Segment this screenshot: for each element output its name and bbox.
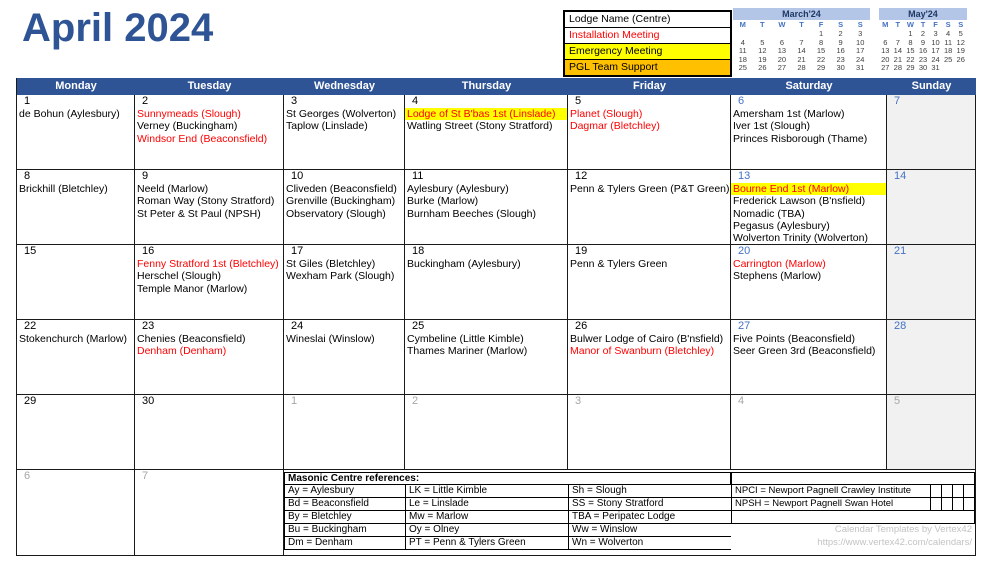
- mini-day: 17: [931, 46, 940, 55]
- reference-cell-text: [732, 511, 974, 523]
- day-number: 9: [142, 170, 149, 182]
- day-cell[interactable]: [405, 395, 568, 470]
- event-entry: Aylesbury (Aylesbury): [407, 183, 509, 195]
- event-entry: Planet (Slough): [570, 108, 643, 120]
- day-cell[interactable]: [135, 320, 284, 395]
- day-number: 12: [575, 170, 588, 182]
- reference-cell: Mw = Marlow: [405, 511, 568, 524]
- mini-day: 25: [943, 54, 953, 64]
- mini-day: 24: [856, 54, 865, 64]
- day-cell[interactable]: [731, 320, 887, 395]
- day-cell[interactable]: [568, 320, 731, 395]
- mini-day: 1: [818, 29, 824, 38]
- day-number: 3: [575, 395, 582, 407]
- event-entry: Burnham Beeches (Slough): [407, 207, 536, 220]
- day-cell[interactable]: [731, 170, 887, 245]
- mini-day: 23: [918, 54, 928, 64]
- mini-day: 28: [797, 63, 806, 72]
- event-entry: Denham (Denham): [137, 345, 227, 358]
- event-entry: St Giles (Bletchley): [286, 258, 376, 270]
- mini-day-header: F: [933, 20, 938, 29]
- day-cell[interactable]: [135, 470, 284, 556]
- reference-cell-text: NPCI = Newport Pagnell Crawley Institute: [735, 485, 912, 496]
- mini-day: 23: [836, 54, 845, 64]
- day-cell[interactable]: [284, 170, 405, 245]
- mini-day: 30: [918, 63, 928, 72]
- event-entry: Herschel (Slough): [137, 270, 222, 283]
- day-cell[interactable]: [135, 95, 284, 170]
- mini-day-header: S: [958, 20, 964, 29]
- mini-day: 5: [958, 29, 963, 38]
- mini-day-header: S: [857, 20, 863, 29]
- day-cell[interactable]: [405, 170, 568, 245]
- reference-cell: Le = Linslade: [405, 498, 568, 511]
- reference-cell-text: NPSH = Newport Pagnell Swan Hotel: [735, 498, 894, 509]
- event-entry: Watling Street (Stony Stratford): [407, 120, 553, 133]
- day-number: 19: [575, 245, 588, 257]
- day-number: 23: [142, 320, 155, 332]
- day-number: 29: [24, 395, 37, 407]
- event-entry: Taplow (Linslade): [286, 120, 368, 133]
- event-entry: Fenny Stratford 1st (Bletchley): [137, 258, 279, 270]
- mini-day: 9: [838, 37, 843, 47]
- mini-day: 19: [956, 46, 965, 55]
- day-number: 14: [894, 170, 907, 182]
- event-entry: Thames Mariner (Marlow): [407, 345, 528, 358]
- mini-day: 4: [740, 37, 745, 47]
- mini-day: 26: [758, 63, 767, 72]
- day-number: 6: [24, 470, 31, 482]
- day-cell[interactable]: [135, 170, 284, 245]
- day-number: 3: [291, 95, 298, 107]
- event-entry: Penn & Tylers Green (P&T Green): [570, 183, 730, 195]
- day-number: 24: [291, 320, 304, 332]
- blank-box-cell: [941, 498, 952, 510]
- reference-cell: By = Bletchley: [284, 511, 405, 524]
- event-entry: Five Points (Beaconsfield): [733, 333, 855, 345]
- event-entry: Cliveden (Beaconsfield): [286, 183, 397, 195]
- reference-cell: PT = Penn & Tylers Green: [405, 537, 568, 550]
- reference-cell: Wn = Wolverton: [568, 537, 731, 550]
- mini-day: 21: [797, 54, 806, 64]
- reference-header-empty-cell: [731, 472, 975, 485]
- event-entry: Lodge of St B'bas 1st (Linslade): [405, 108, 567, 120]
- day-number: 6: [738, 95, 745, 107]
- event-entry: Cymbeline (Little Kimble): [407, 333, 524, 345]
- event-entry: Wexham Park (Slough): [286, 270, 395, 283]
- reference-cell: Oy = Olney: [405, 524, 568, 537]
- event-entry: Stephens (Marlow): [733, 270, 822, 283]
- mini-day-header: F: [818, 20, 824, 29]
- weekday-header: Saturday: [731, 78, 887, 95]
- mini-day: 8: [908, 37, 913, 47]
- event-entry: Burke (Marlow): [407, 195, 479, 208]
- event-entry: Nomadic (TBA): [733, 207, 805, 220]
- day-number: 1: [24, 95, 31, 107]
- mini-day-header: T: [920, 20, 926, 29]
- mini-day: 14: [797, 46, 806, 55]
- blank-box-cell: [952, 498, 963, 510]
- day-number: 7: [142, 470, 149, 482]
- day-number: 2: [142, 95, 149, 107]
- day-cell[interactable]: [405, 95, 568, 170]
- mini-calendar-march: [733, 8, 870, 73]
- mini-day: 13: [881, 46, 890, 55]
- mini-day: 3: [933, 29, 938, 38]
- event-entry: Observatory (Slough): [286, 207, 386, 220]
- mini-day: 6: [779, 37, 784, 47]
- day-number: 2: [412, 395, 419, 407]
- mini-day-header: W: [906, 20, 914, 29]
- reference-row: [284, 524, 975, 537]
- mini-day-header: W: [778, 20, 786, 29]
- blank-box-cell: [930, 498, 941, 510]
- mini-calendar-days: [879, 20, 967, 73]
- blank-box-cell: [930, 485, 941, 497]
- mini-day: 31: [856, 63, 865, 72]
- day-cell[interactable]: [568, 245, 731, 320]
- mini-day: 17: [856, 46, 865, 55]
- mini-day: 25: [738, 63, 747, 72]
- mini-day: 12: [956, 37, 965, 47]
- event-entry: St Georges (Wolverton): [286, 108, 397, 120]
- day-number: 11: [412, 170, 424, 182]
- mini-day: 24: [931, 54, 940, 64]
- mini-day-header: M: [739, 20, 746, 29]
- mini-day: 2: [838, 29, 843, 38]
- day-cell[interactable]: [284, 245, 405, 320]
- mini-day: 18: [943, 46, 953, 55]
- mini-day: 15: [906, 46, 915, 55]
- event-entry: Seer Green 3rd (Beaconsfield): [733, 345, 876, 358]
- reference-cell: TBA = Peripatec Lodge: [568, 511, 731, 524]
- mini-day: [954, 64, 967, 73]
- day-number: 28: [894, 320, 907, 332]
- calendar-grid: [16, 78, 976, 556]
- reference-cell-wide: [731, 511, 975, 524]
- mini-day: 29: [816, 63, 826, 72]
- day-number: 7: [894, 95, 901, 107]
- reference-row: [284, 537, 975, 550]
- mini-day: 1: [908, 29, 913, 38]
- day-cell[interactable]: [17, 170, 135, 245]
- mini-day: 15: [816, 46, 826, 55]
- mini-day: 20: [881, 54, 890, 64]
- mini-day-header: M: [882, 20, 889, 29]
- mini-day: 11: [944, 37, 953, 47]
- mini-day: 7: [799, 37, 804, 47]
- reference-row: [284, 498, 975, 511]
- mini-day: 11: [738, 46, 747, 55]
- day-cell[interactable]: [284, 320, 405, 395]
- day-number: 16: [142, 245, 155, 257]
- event-entry: Stokenchurch (Marlow): [19, 333, 127, 345]
- event-entry: Iver 1st (Slough): [733, 120, 811, 133]
- day-cell[interactable]: [887, 245, 976, 320]
- blank-box-cell: [941, 485, 952, 497]
- weekday-header: Tuesday: [135, 78, 284, 95]
- reference-header-row: [284, 472, 975, 485]
- day-cell[interactable]: [887, 170, 976, 245]
- day-cell[interactable]: [17, 395, 135, 470]
- day-number: 17: [291, 245, 304, 257]
- mini-day-header: S: [945, 20, 951, 29]
- event-entry: Frederick Lawson (B'nsfield): [733, 195, 866, 208]
- event-entry: Pegasus (Aylesbury): [733, 219, 830, 232]
- day-number: 20: [738, 245, 751, 257]
- event-entry: Dagmar (Bletchley): [570, 120, 660, 133]
- mini-day: 2: [920, 29, 926, 38]
- mini-day: 10: [856, 37, 865, 47]
- legend-item-pgl: PGL Team Support: [565, 60, 730, 75]
- reference-cell: Bd = Beaconsfield: [284, 498, 405, 511]
- event-entry: Sunnymeads (Slough): [137, 108, 241, 120]
- day-cell[interactable]: [731, 95, 887, 170]
- day-cell[interactable]: [17, 95, 135, 170]
- day-cell[interactable]: [568, 170, 731, 245]
- reference-cell: Sh = Slough: [568, 485, 731, 498]
- day-number: 1: [291, 395, 298, 407]
- mini-day: 30: [836, 63, 845, 72]
- attribution-cell: [731, 537, 975, 550]
- attribution-url[interactable]: https://www.vertex42.com/calendars/: [817, 537, 972, 548]
- event-entry: Chenies (Beaconsfield): [137, 333, 246, 345]
- day-cell[interactable]: [568, 395, 731, 470]
- mini-day: 27: [881, 63, 890, 72]
- event-entry: Manor of Swanburn (Bletchley): [570, 345, 715, 358]
- day-number: 27: [738, 320, 751, 332]
- legend-item-installation: Installation Meeting: [565, 28, 730, 44]
- day-cell[interactable]: [731, 245, 887, 320]
- event-entry: Temple Manor (Marlow): [137, 282, 248, 295]
- day-number: 4: [412, 95, 419, 107]
- event-entry: Buckingham (Aylesbury): [407, 258, 521, 270]
- event-entry: Roman Way (Stony Stratford): [137, 195, 275, 208]
- day-cell[interactable]: [135, 395, 284, 470]
- mini-day: 7: [895, 37, 900, 47]
- reference-row: [284, 485, 975, 498]
- weekday-header: Thursday: [405, 78, 568, 95]
- mini-calendar-title: May'24: [879, 8, 967, 20]
- event-entry: Wineslai (Winslow): [286, 333, 375, 345]
- mini-day: 6: [883, 37, 888, 47]
- mini-day: 21: [893, 54, 903, 64]
- mini-day: 4: [946, 29, 951, 38]
- event-entry: Bourne End 1st (Marlow): [731, 183, 886, 195]
- mini-day: 19: [758, 54, 767, 64]
- reference-header: Masonic Centre references:: [284, 472, 731, 485]
- mini-calendar-title: March'24: [733, 8, 870, 20]
- blank-box-cell: [952, 485, 963, 497]
- event-entry: Neeld (Marlow): [137, 183, 209, 195]
- reference-cell: Ww = Winslow: [568, 524, 731, 537]
- day-cell[interactable]: [284, 395, 405, 470]
- mini-day: 31: [931, 63, 940, 72]
- reference-cell: Ay = Aylesbury: [284, 485, 405, 498]
- mini-day: 26: [956, 54, 965, 64]
- day-cell[interactable]: [887, 95, 976, 170]
- day-number: 15: [24, 245, 37, 257]
- page-title: April 2024: [22, 6, 214, 50]
- weekday-header: Wednesday: [284, 78, 405, 95]
- mini-day: 12: [758, 46, 767, 55]
- mini-day: 20: [777, 54, 787, 64]
- event-entry: de Bohun (Aylesbury): [19, 108, 120, 120]
- day-number: 26: [575, 320, 588, 332]
- mini-day: 18: [738, 54, 747, 64]
- day-number: 8: [24, 170, 31, 182]
- event-entry: Penn & Tylers Green: [570, 258, 668, 270]
- mini-day-header: T: [760, 20, 765, 29]
- event-entry: Carrington (Marlow): [733, 258, 826, 270]
- attribution-text: Calendar Templates by Vertex42: [834, 524, 972, 535]
- reference-cell-wide: [731, 498, 975, 511]
- reference-cell: LK = Little Kimble: [405, 485, 568, 498]
- mini-day: 10: [931, 37, 940, 47]
- event-entry: Bulwer Lodge of Cairo (B'nsfield): [570, 333, 724, 345]
- blank-box-cell: [963, 498, 974, 510]
- day-cell[interactable]: [284, 95, 405, 170]
- weekday-header: Sunday: [887, 78, 976, 95]
- event-entry: Brickhill (Bletchley): [19, 183, 108, 195]
- event-entry: Princes Risborough (Thame): [733, 132, 868, 145]
- reference-cell: Dm = Denham: [284, 537, 405, 550]
- mini-day: 22: [906, 54, 915, 64]
- mini-day: 29: [906, 63, 915, 72]
- day-number: 4: [738, 395, 745, 407]
- mini-day: 22: [816, 54, 826, 64]
- event-entry: Verney (Buckingham): [137, 120, 238, 133]
- reference-cell: SS = Stony Stratford: [568, 498, 731, 511]
- day-cell[interactable]: [17, 320, 135, 395]
- mini-calendar-may: [879, 8, 967, 73]
- day-number: 13: [738, 170, 751, 182]
- mini-day: 16: [918, 46, 928, 55]
- blank-box-cell: [963, 485, 974, 497]
- day-cell[interactable]: [568, 95, 731, 170]
- reference-table-area: [284, 470, 976, 556]
- reference-cell-wide: [731, 485, 975, 498]
- day-number: 22: [24, 320, 37, 332]
- mini-day-header: T: [799, 20, 804, 29]
- day-cell[interactable]: [887, 395, 976, 470]
- mini-day: [942, 64, 955, 73]
- reference-table: [284, 472, 975, 550]
- mini-calendar-days: [733, 20, 870, 73]
- mini-day-header: T: [895, 20, 901, 29]
- event-entry: Windsor End (Beaconsfield): [137, 132, 268, 145]
- day-cell[interactable]: [405, 320, 568, 395]
- mini-day: 5: [760, 37, 765, 47]
- mini-day: 27: [777, 63, 787, 72]
- day-number: 5: [575, 95, 582, 107]
- weekday-header: Friday: [568, 78, 731, 95]
- event-entry: Wolverton Trinity (Wolverton): [733, 232, 868, 245]
- mini-day: 9: [920, 37, 926, 47]
- day-number: 30: [142, 395, 155, 407]
- mini-day: 8: [818, 37, 824, 47]
- attribution-cell: [731, 524, 975, 537]
- weekday-header: Monday: [17, 78, 135, 95]
- reference-row: [284, 511, 975, 524]
- day-cell[interactable]: [135, 245, 284, 320]
- event-entry: Amersham 1st (Marlow): [733, 108, 845, 120]
- day-number: 10: [291, 170, 304, 182]
- day-cell[interactable]: [17, 470, 135, 556]
- event-entry: St Peter & St Paul (NPSH): [137, 207, 261, 220]
- mini-day: 14: [893, 46, 903, 55]
- day-cell[interactable]: [887, 320, 976, 395]
- mini-day: 13: [777, 46, 787, 55]
- day-number: 25: [412, 320, 425, 332]
- legend-box: [563, 10, 732, 77]
- mini-day: 28: [893, 63, 903, 72]
- day-number: 21: [894, 245, 907, 257]
- mini-day: 16: [836, 46, 845, 55]
- legend-item-lodge-name: Lodge Name (Centre): [565, 12, 730, 28]
- day-number: 5: [894, 395, 901, 407]
- day-number: 18: [412, 245, 425, 257]
- legend-item-emergency: Emergency Meeting: [565, 44, 730, 60]
- mini-day: 3: [858, 29, 863, 38]
- day-cell[interactable]: [405, 245, 568, 320]
- reference-cell: Bu = Buckingham: [284, 524, 405, 537]
- day-cell[interactable]: [17, 245, 135, 320]
- event-entry: Grenville (Buckingham): [286, 195, 396, 208]
- day-cell[interactable]: [731, 395, 887, 470]
- mini-day-header: S: [838, 20, 844, 29]
